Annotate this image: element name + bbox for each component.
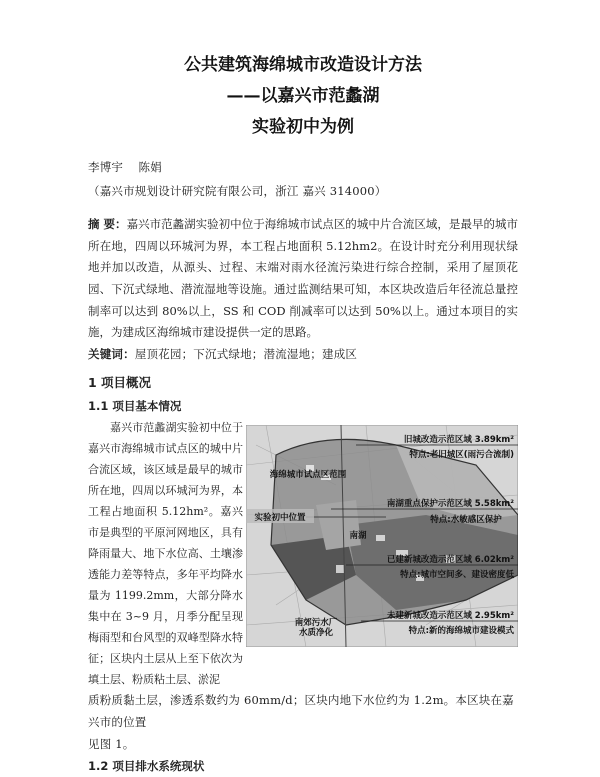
keywords bbox=[88, 344, 518, 366]
section-1-1-heading: 1.1 项目基本情况 bbox=[88, 399, 182, 414]
abstract bbox=[88, 214, 518, 344]
map-label-old-city-feature: 特点:老旧城区(雨污合流制) bbox=[409, 450, 514, 461]
paper-title-line2: ——以嘉兴市范蠡湖 bbox=[226, 86, 380, 106]
keywords-label: 关键词： bbox=[88, 346, 135, 361]
map-label-plant-sub: 水质净化 bbox=[298, 628, 334, 639]
section-1-1-body bbox=[88, 417, 518, 690]
keywords-text: 屋顶花园；下沉式绿地；潜流湿地；建成区 bbox=[134, 346, 358, 361]
map-label-school: 实验初中位置 bbox=[254, 513, 306, 524]
paragraph-continuation: 质粉质黏土层，渗透系数约为 60mm/d；区块内地下水位约为 1.2m。本区块在嘉兴市的位置 bbox=[88, 693, 514, 729]
map-label-plant: 南郊污水厂 bbox=[294, 618, 338, 629]
map-label-unbuilt-new-feature: 特点:新的海绵城市建设模式 bbox=[408, 626, 514, 637]
abstract-label: 摘 要： bbox=[88, 217, 127, 232]
map-label-nanhu-zone: 南湖重点保护示范区域 5.58km² bbox=[386, 499, 514, 510]
section-1-1-paragraph: 嘉兴市范蠡湖实验初中位于嘉兴市海绵城市试点区的城中片合流区域，该区域是最早的城市所在地，四周以环城河为界，本工程占地面积 5.12hm²。嘉兴市是典型的平原河网地区，具有降雨量大、地下水位高、土壤渗透能力差等特点，多年平均降水量为 1199.2mm，大部分降水集中在 3~9 月，月季分配呈现梅雨型和台风型的双峰型降水特征；区块内土层从上至下依次为填土层、粉质粘土层、淤泥 bbox=[88, 421, 243, 687]
map-label-built-new-feature: 特点:城市空间多、建设密度低 bbox=[400, 570, 514, 581]
paper-title-line3: 实验初中为例 bbox=[252, 117, 354, 137]
abstract-text: 嘉兴市范蠡湖实验初中位于海绵城市试点区的城中片合流区域，是最早的城市所在地，四周以环城河为界，本工程占地面积 5.12hm2。在设计时充分利用现状绿地并加以改造，从源头、过程、末端对雨水径流污染进行综合控制，采用了屋顶花园、下沉式绿地、潜流湿地等设施。通过监测结果可知，本区块改造后年径流总量控制率可以达到 80%以上，SS 和 COD 削减率可以达到 50%以上。通过本项目的实施，为建成区海绵城市建设提供一定的思路。 bbox=[88, 217, 518, 340]
paper-page bbox=[88, 0, 518, 777]
map-label-nanhu: 南湖 bbox=[349, 531, 367, 542]
section-1-2-heading: 1.2 项目排水系统现状 bbox=[88, 759, 205, 774]
section-1-heading: 1 项目概况 bbox=[88, 375, 152, 391]
affiliation: （嘉兴市规划设计研究院有限公司，浙江 嘉兴 314000） bbox=[88, 183, 387, 198]
paper-title-line1: 公共建筑海绵城市改造设计方法 bbox=[184, 55, 422, 75]
authors: 李博宇 陈娟 bbox=[88, 160, 162, 174]
map-label-built-new: 已建新城改造示范区域 6.02km² bbox=[386, 555, 514, 566]
map-label-pilot-area: 海绵城市试点区范围 bbox=[269, 470, 347, 481]
figure-1-map bbox=[246, 425, 518, 647]
map-label-old-city: 旧城改造示范区域 3.89km² bbox=[403, 435, 514, 446]
map-label-unbuilt-new: 未建新城改造示范区域 2.95km² bbox=[386, 611, 514, 622]
map-label-nanhu-feature: 特点:水敏感区保护 bbox=[430, 515, 502, 526]
paragraph-end: 见图 1。 bbox=[88, 736, 135, 751]
